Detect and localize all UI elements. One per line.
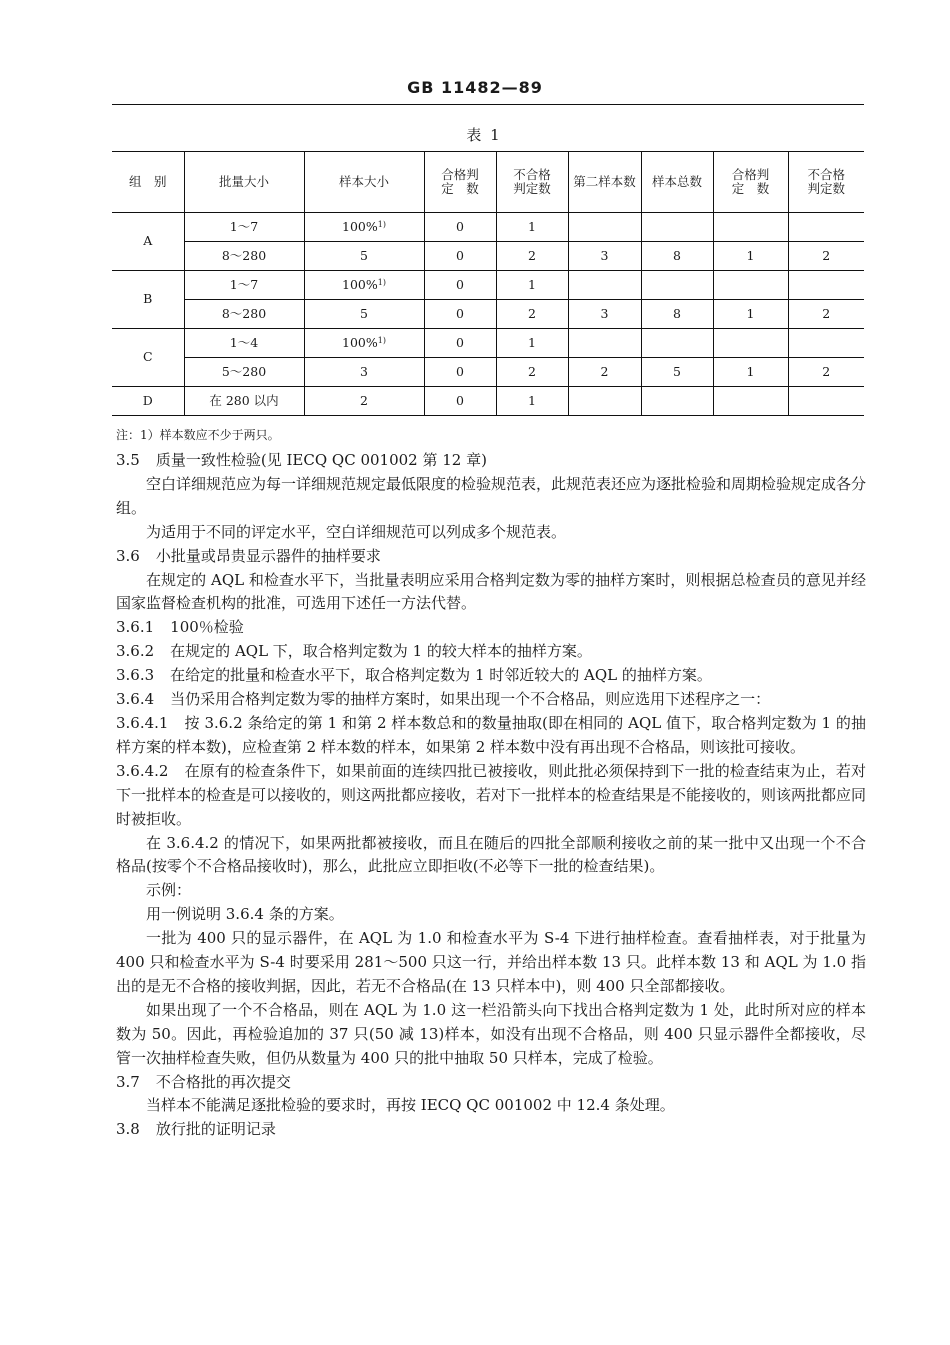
body-paragraph: [116, 569, 866, 617]
table-cell-ac: [424, 358, 496, 387]
cell-value: 2: [822, 363, 831, 379]
section-number: 3.6.4.2: [116, 761, 169, 780]
table-cell-lot: [184, 300, 304, 329]
sampling-table: [112, 151, 864, 416]
table-cell-re2: [788, 358, 864, 387]
section-number: 3.7: [116, 1072, 140, 1091]
table-cell-lot: [184, 358, 304, 387]
table-row: [112, 387, 864, 416]
header-cell-text: 样本总数: [651, 173, 702, 189]
cell-value: 1～4: [229, 334, 259, 350]
section-number: 3.5: [116, 451, 140, 469]
table-cell-ac2: [713, 242, 788, 271]
table-cell-sample: [304, 387, 424, 416]
cell-value: 0: [456, 247, 464, 263]
table-cell-lot: [184, 271, 304, 300]
table-cell-re2: [788, 213, 864, 242]
table-cell-total: [641, 213, 713, 242]
table-cell-lot: [184, 242, 304, 271]
table-cell-re: [496, 242, 568, 271]
cell-value: 1～7: [229, 276, 259, 292]
table-row: [112, 271, 864, 300]
table-note: 注：1）样本数应不少于两只。: [116, 428, 280, 442]
paragraph-text: 在 3.6.4.2 的情况下，如果两批都被接收，而且在随后的四批全部顺利接收之前的某一批中又出现一个不合格品(按零个不合格品接收时)，那么，此批应立即拒收(不必等下一批的检查结果)。: [116, 833, 866, 876]
table-header-cell: [788, 152, 864, 213]
cell-value: 8: [673, 247, 681, 263]
header-cell-text: 定 数: [441, 181, 479, 196]
cell-value: 0: [456, 392, 464, 408]
header-cell-text: 合格判: [441, 166, 479, 182]
table-cell-sample: [304, 300, 424, 329]
table-cell-re: [496, 358, 568, 387]
paragraph-text: 如果出现了一个不合格品，则在 AQL 为 1.0 这一栏沿箭头向下找出合格判定数为 1 处，此时所对应的样本数为 50。因此，再检验追加的 37 只(50 减 13)样本，如没有出现不合格品，则 400 只显示器件全都接收，尽管一次抽样检查失败，但仍从数量为 400 只的批中抽取 50 只样本，完成了检验。: [116, 1000, 866, 1067]
group-cell: D: [112, 387, 184, 416]
cell-value: 2: [822, 247, 831, 263]
table-cell-ac2: [713, 387, 788, 416]
group-cell: A: [112, 213, 184, 271]
table-header-row: [112, 152, 864, 213]
paragraph-text: 空白详细规范应为每一详细规范规定最低限度的检验规范表，此规范表还应为逐批检验和周期检验规定成各分组。: [116, 474, 867, 517]
paragraph-text: 在规定的 AQL 和检查水平下，当批量表明应采用合格判定数为零的抽样方案时，则根据总检查员的意见并经国家监督检查机构的批准，可选用下述任一方法代替。: [116, 570, 866, 613]
table-header-cell: [112, 152, 184, 213]
paragraph-text: 在原有的检查条件下，如果前面的连续四批已被接收，则此批必须保持到下一批的检查结束为止，若对下一批样本的检查是可以接收的，则这两批都应接收，若对下一批样本的检查结果是不能接收的，则该两批都应同时被拒收。: [116, 761, 867, 828]
section-number: 3.6.1: [116, 618, 155, 637]
table-cell-second: [568, 329, 641, 358]
table-cell-ac2: [713, 213, 788, 242]
body-paragraph: [116, 1094, 866, 1118]
section-paragraph: [116, 640, 866, 664]
table-cell-total: [641, 242, 713, 271]
section-number: 3.6.4.1: [116, 713, 169, 732]
cell-value: 100%: [342, 218, 378, 234]
body-text: [116, 449, 866, 1142]
cell-value: 2: [528, 305, 536, 321]
table-cell-re: [496, 271, 568, 300]
table-cell-re: [496, 300, 568, 329]
paragraph-text: 当样本不能满足逐批检验的要求时，再按 IECQ QC 001002 中 12.4 条处理。: [146, 1096, 675, 1115]
table-cell-re2: [788, 300, 864, 329]
body-paragraph: [116, 879, 866, 903]
table-cell-sample: [304, 271, 424, 300]
table-cell-ac2: [713, 300, 788, 329]
paragraph-text: 质量一致性检验(见 IECQ QC 001002 第 12 章): [155, 451, 487, 469]
section-paragraph: [116, 449, 866, 473]
table-cell-lot: [184, 329, 304, 358]
section-paragraph: [116, 616, 866, 640]
paragraph-text: 在给定的批量和检查水平下，取合格判定数为 1 时邻近较大的 AQL 的抽样方案。: [170, 666, 712, 685]
paragraph-text: 示例：: [146, 881, 192, 900]
table-header-cell: [641, 152, 713, 213]
cell-value: 1: [528, 276, 536, 292]
table-cell-sample: [304, 213, 424, 242]
cell-value: 2: [528, 247, 536, 263]
header-cell-text: 样本大小: [338, 173, 389, 189]
table-cell-lot: [184, 387, 304, 416]
header-cell-text: 定 数: [731, 181, 770, 196]
section-number: 3.6.4: [116, 690, 155, 709]
section-number: 3.6: [116, 546, 140, 565]
cell-value: 3: [600, 247, 609, 263]
cell-value: 1: [528, 334, 536, 350]
table-row: [112, 300, 864, 329]
header-cell-text: 判定数: [513, 181, 551, 196]
table-header-cell: [184, 152, 304, 213]
table-cell-total: [641, 329, 713, 358]
cell-value: 0: [456, 276, 464, 292]
cell-value: 1: [528, 392, 536, 408]
table-row: [112, 213, 864, 242]
cell-value: 8～280: [221, 305, 267, 321]
body-paragraph: [116, 832, 866, 880]
table-cell-re2: [788, 242, 864, 271]
section-paragraph: [116, 712, 866, 760]
table-row: [112, 329, 864, 358]
table-cell-second: [568, 358, 641, 387]
table-cell-re2: [788, 329, 864, 358]
table-cell-ac: [424, 300, 496, 329]
section-number: 3.6.2: [116, 642, 155, 661]
table-cell-re2: [788, 271, 864, 300]
table-cell-ac: [424, 271, 496, 300]
table-cell-total: [641, 271, 713, 300]
header-cell-text: 合格判: [731, 166, 770, 182]
paragraph-text: 在规定的 AQL 下，取合格判定数为 1 的较大样本的抽样方案。: [170, 642, 592, 661]
cell-value: 2: [528, 363, 536, 379]
cell-value: 在 280 以内: [209, 392, 279, 408]
table-header-cell: [568, 152, 641, 213]
body-paragraph: [116, 999, 866, 1071]
section-paragraph: [116, 545, 866, 569]
section-paragraph: [116, 1071, 866, 1095]
footnote-marker: 1): [377, 277, 386, 287]
header-rule: [112, 104, 864, 105]
standard-number-header: GB 11482—89: [407, 78, 543, 97]
table-cell-sample: [304, 242, 424, 271]
cell-value: 5: [360, 305, 368, 321]
table-header-cell: [713, 152, 788, 213]
body-paragraph: [116, 927, 866, 999]
paragraph-text: 放行批的证明记录: [155, 1120, 276, 1139]
cell-value: 2: [360, 392, 368, 408]
table-cell-total: [641, 387, 713, 416]
table-cell-sample: [304, 358, 424, 387]
table-cell-second: [568, 387, 641, 416]
header-cell-text: 第二样本数: [573, 173, 636, 189]
header-cell-text: 组 别: [128, 173, 167, 189]
cell-value: 8: [673, 305, 681, 321]
table-cell-second: [568, 213, 641, 242]
header-cell-text: 不合格: [807, 166, 845, 182]
footnote-marker: 1): [377, 219, 386, 229]
group-cell: C: [112, 329, 184, 387]
cell-value: 1～7: [229, 218, 259, 234]
section-number: 3.8: [116, 1120, 140, 1139]
table-cell-ac2: [713, 271, 788, 300]
table-header-cell: [424, 152, 496, 213]
table-cell-re: [496, 213, 568, 242]
paragraph-text: 按 3.6.2 条给定的第 1 和第 2 样本数总和的数量抽取(即在相同的 AQL 值下，取合格判定数为 1 的抽样方案的样本数)，应检查第 2 样本数的样本，如果第 2 样本数中没有再出现不合格品，则该批可接收。: [116, 713, 866, 756]
table-header-cell: [496, 152, 568, 213]
section-paragraph: [116, 688, 866, 712]
table-cell-ac: [424, 242, 496, 271]
header-cell-text: 批量大小: [218, 173, 269, 189]
paragraph-text: 用一例说明 3.6.4 条的方案。: [146, 905, 344, 924]
cell-value: 100%: [342, 276, 378, 292]
cell-value: 1: [746, 363, 755, 379]
paragraph-text: 小批量或昂贵显示器件的抽样要求: [155, 546, 381, 565]
paragraph-text: 当仍采用合格判定数为零的抽样方案时，如果出现一个不合格品，则应选用下述程序之一：: [170, 690, 771, 709]
section-paragraph: [116, 664, 866, 688]
footnote-marker: 1): [377, 335, 386, 345]
section-number: 3.6.3: [116, 666, 155, 685]
cell-value: 3: [600, 305, 609, 321]
table-cell-total: [641, 358, 713, 387]
cell-value: 0: [456, 305, 464, 321]
table-header-cell: [304, 152, 424, 213]
cell-value: 100%: [342, 334, 378, 350]
table-cell-re: [496, 387, 568, 416]
paragraph-text: 不合格批的再次提交: [155, 1072, 291, 1091]
cell-value: 1: [746, 247, 755, 263]
table-cell-total: [641, 300, 713, 329]
cell-value: 0: [456, 363, 464, 379]
table-cell-ac2: [713, 329, 788, 358]
cell-value: 2: [600, 363, 609, 379]
body-paragraph: [116, 473, 866, 521]
group-cell: B: [112, 271, 184, 329]
table-row: [112, 242, 864, 271]
paragraph-text: 一批为 400 只的显示器件，在 AQL 为 1.0 和检查水平为 S-4 下进行抽样检查。查看抽样表，对于批量为 400 只和检查水平为 S-4 时要采用 281～500 只这一行，并给出样本数 13 只。此样本数 13 和 AQL 为 1.0 指出的是无不合格的接收判据，因此，若无不合格品(在 13 只样本中)，则 400 只全部都接收。: [116, 929, 866, 995]
cell-value: 1: [528, 218, 536, 234]
table-cell-ac: [424, 213, 496, 242]
cell-value: 1: [746, 305, 755, 321]
cell-value: 5～280: [221, 363, 267, 379]
body-paragraph: [116, 521, 866, 545]
table-cell-second: [568, 271, 641, 300]
table-title: 表 1: [466, 126, 502, 144]
body-paragraph: [116, 903, 866, 927]
table-body: [112, 213, 864, 416]
table-cell-sample: [304, 329, 424, 358]
table-cell-second: [568, 300, 641, 329]
cell-value: 8～280: [221, 247, 267, 263]
cell-value: 5: [360, 247, 368, 263]
table-cell-re: [496, 329, 568, 358]
table-cell-lot: [184, 213, 304, 242]
paragraph-text: 100％检验: [170, 618, 244, 637]
table-cell-re2: [788, 387, 864, 416]
cell-value: 0: [456, 334, 464, 350]
section-paragraph: [116, 1118, 866, 1142]
table-cell-ac: [424, 387, 496, 416]
cell-value: 5: [673, 363, 681, 379]
cell-value: 0: [456, 218, 464, 234]
header-cell-text: 不合格: [513, 166, 551, 182]
table-cell-ac2: [713, 358, 788, 387]
table-cell-second: [568, 242, 641, 271]
cell-value: 3: [360, 363, 368, 379]
table-row: [112, 358, 864, 387]
paragraph-text: 为适用于不同的评定水平，空白详细规范可以列成多个规范表。: [146, 522, 567, 541]
table-cell-ac: [424, 329, 496, 358]
cell-value: 2: [822, 305, 831, 321]
header-cell-text: 判定数: [807, 181, 845, 196]
section-paragraph: [116, 760, 866, 832]
